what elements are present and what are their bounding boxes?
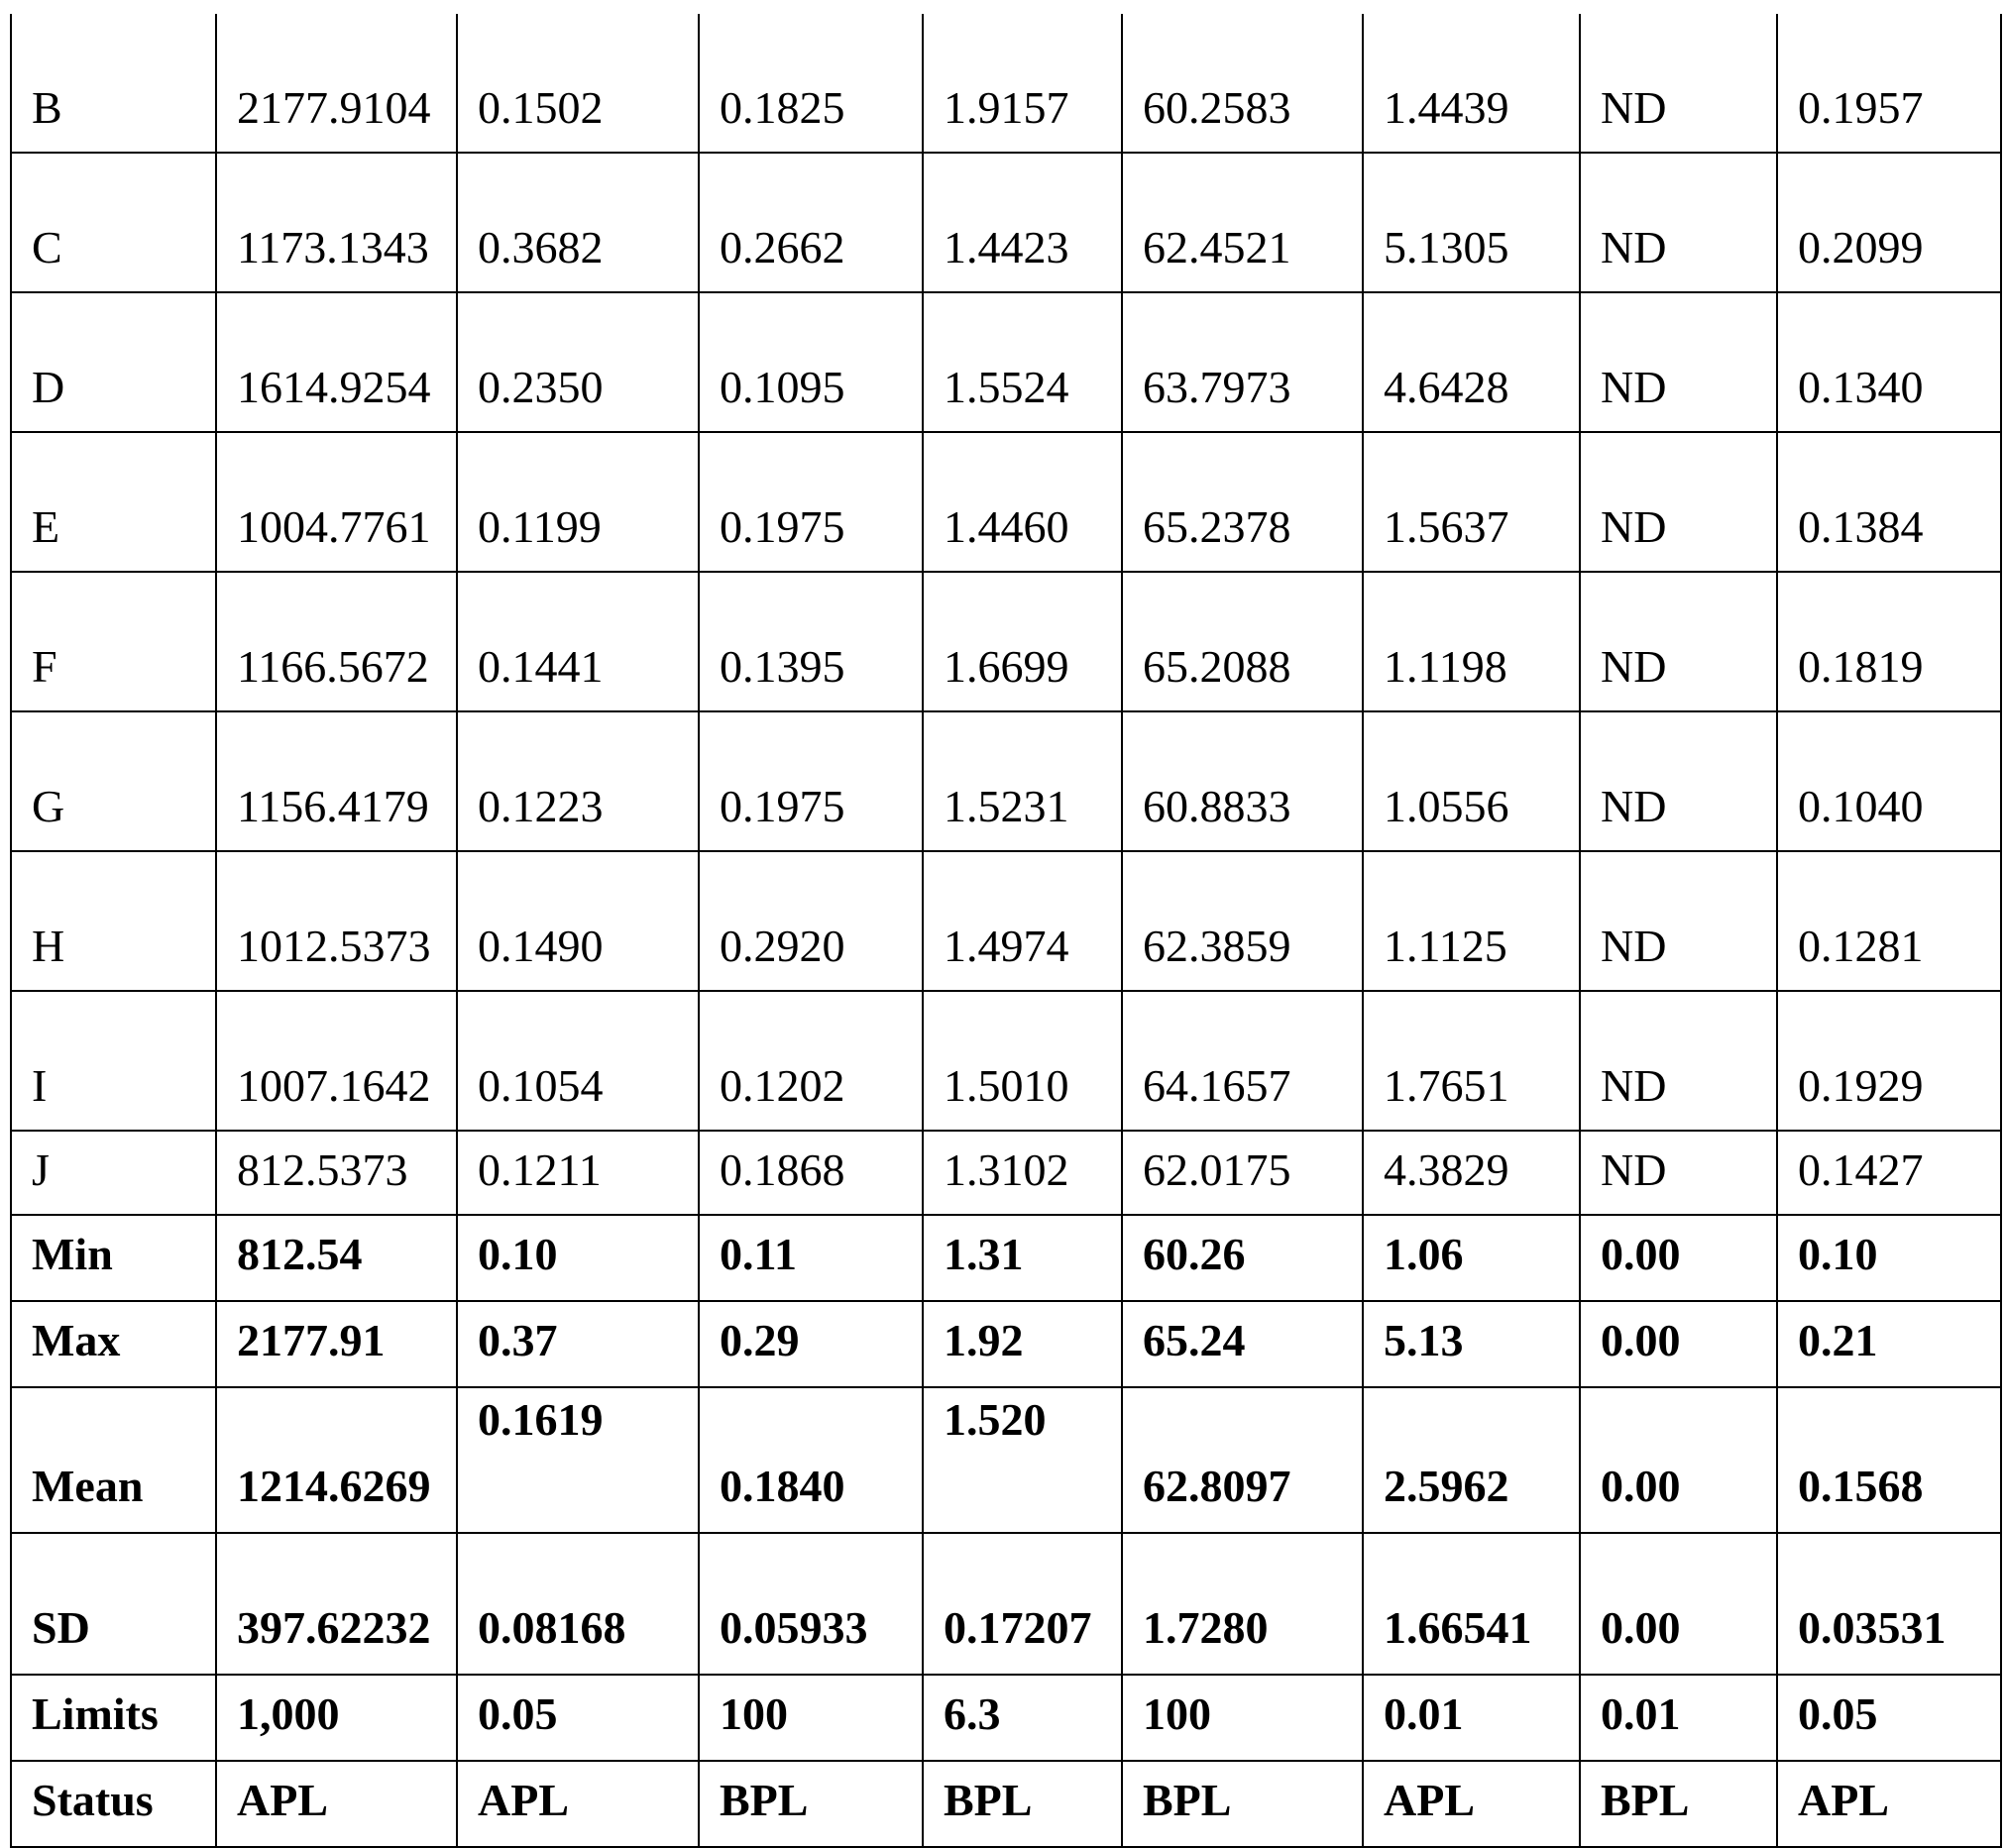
table-cell: 65.24 [1122, 1301, 1363, 1387]
table-cell: 1.31 [923, 1215, 1122, 1301]
table-cell: ND [1580, 292, 1777, 432]
table-cell: 62.4521 [1122, 153, 1363, 292]
table-cell: 0.21 [1777, 1301, 2001, 1387]
table-cell: 5.13 [1363, 1301, 1580, 1387]
table-cell: 0.2662 [699, 153, 923, 292]
table-cell: BPL [699, 1761, 923, 1847]
table-row [11, 1131, 2001, 1215]
table-cell: ND [1580, 851, 1777, 991]
table-cell: 1.4974 [923, 851, 1122, 991]
row-label-cell: Mean [11, 1387, 216, 1533]
table-cell: 65.2378 [1122, 432, 1363, 572]
table-cell: 0.1427 [1777, 1131, 2001, 1215]
table-row [11, 851, 2001, 991]
row-label-cell: H [11, 851, 216, 991]
table-cell: 60.26 [1122, 1215, 1363, 1301]
table-cell: 1166.5672 [216, 572, 457, 711]
table-cell: 0.01 [1363, 1675, 1580, 1761]
table-cell: 2177.91 [216, 1301, 457, 1387]
table-cell: ND [1580, 153, 1777, 292]
table-cell: 1.7280 [1122, 1533, 1363, 1675]
table-cell: 5.1305 [1363, 153, 1580, 292]
table-cell: 0.10 [1777, 1215, 2001, 1301]
table-cell: 0.1340 [1777, 292, 2001, 432]
table-cell: 1,000 [216, 1675, 457, 1761]
table-cell: APL [1777, 1761, 2001, 1847]
table-cell: 1214.6269 [216, 1387, 457, 1533]
table-cell: 0.1975 [699, 711, 923, 851]
table-cell: 0.00 [1580, 1301, 1777, 1387]
row-label-cell: C [11, 153, 216, 292]
table-cell: 0.1568 [1777, 1387, 2001, 1533]
results-table [10, 14, 2002, 1848]
table-row [11, 1761, 2001, 1847]
table-cell: 0.11 [699, 1215, 923, 1301]
table-cell: 0.1840 [699, 1387, 923, 1533]
table-cell: APL [1363, 1761, 1580, 1847]
row-label-cell: J [11, 1131, 216, 1215]
table-cell: 1012.5373 [216, 851, 457, 991]
table-cell: 1.1125 [1363, 851, 1580, 991]
table-cell: 1.9157 [923, 14, 1122, 153]
table-cell: 0.00 [1580, 1533, 1777, 1675]
table-cell: 62.3859 [1122, 851, 1363, 991]
row-label-cell: E [11, 432, 216, 572]
table-cell: 65.2088 [1122, 572, 1363, 711]
table-row [11, 991, 2001, 1131]
row-label-cell: Max [11, 1301, 216, 1387]
table-cell: ND [1580, 432, 1777, 572]
table-cell: 1.4423 [923, 153, 1122, 292]
table-cell: 1.4460 [923, 432, 1122, 572]
table-cell: 100 [699, 1675, 923, 1761]
table-cell: 0.1819 [1777, 572, 2001, 711]
row-label-cell: F [11, 572, 216, 711]
table-row [11, 711, 2001, 851]
table-cell: 1.0556 [1363, 711, 1580, 851]
table-cell: APL [457, 1761, 699, 1847]
table-cell: 0.1441 [457, 572, 699, 711]
table-body [11, 14, 2001, 1847]
table-cell: 0.1223 [457, 711, 699, 851]
table-cell: 1.1198 [1363, 572, 1580, 711]
row-label-cell: SD [11, 1533, 216, 1675]
table-cell: ND [1580, 991, 1777, 1131]
table-cell: 1.7651 [1363, 991, 1580, 1131]
table-row [11, 1675, 2001, 1761]
table-cell: 1156.4179 [216, 711, 457, 851]
table-cell: 1.06 [1363, 1215, 1580, 1301]
table-cell: ND [1580, 14, 1777, 153]
table-cell: 0.3682 [457, 153, 699, 292]
table-cell: 4.6428 [1363, 292, 1580, 432]
table-cell: 397.62232 [216, 1533, 457, 1675]
table-cell: 0.1490 [457, 851, 699, 991]
table-cell: 0.1202 [699, 991, 923, 1131]
table-row [11, 432, 2001, 572]
table-row [11, 1533, 2001, 1675]
table-cell: 0.08168 [457, 1533, 699, 1675]
table-cell: ND [1580, 1131, 1777, 1215]
table-row [11, 153, 2001, 292]
row-label-cell: I [11, 991, 216, 1131]
table-cell: 100 [1122, 1675, 1363, 1761]
table-cell: 1.5524 [923, 292, 1122, 432]
table-cell: 0.1868 [699, 1131, 923, 1215]
table-cell: 1004.7761 [216, 432, 457, 572]
table-cell: BPL [1580, 1761, 1777, 1847]
table-cell: 0.2920 [699, 851, 923, 991]
table-row [11, 572, 2001, 711]
table-row [11, 1387, 2001, 1533]
table-cell: 60.8833 [1122, 711, 1363, 851]
table-cell: 0.37 [457, 1301, 699, 1387]
table-cell: 0.2099 [1777, 153, 2001, 292]
table-cell: 812.5373 [216, 1131, 457, 1215]
table-cell: 2177.9104 [216, 14, 457, 153]
table-cell: 64.1657 [1122, 991, 1363, 1131]
row-label-cell: Min [11, 1215, 216, 1301]
table-row [11, 14, 2001, 153]
table-cell: 1.4439 [1363, 14, 1580, 153]
table-cell: 6.3 [923, 1675, 1122, 1761]
table-cell: 0.29 [699, 1301, 923, 1387]
table-cell: 0.1040 [1777, 711, 2001, 851]
table-cell: 1173.1343 [216, 153, 457, 292]
table-cell: 0.1825 [699, 14, 923, 153]
table-cell: BPL [923, 1761, 1122, 1847]
table-cell: 4.3829 [1363, 1131, 1580, 1215]
table-row [11, 1215, 2001, 1301]
table-cell: 0.1095 [699, 292, 923, 432]
table-cell: 62.0175 [1122, 1131, 1363, 1215]
table-cell: 0.2350 [457, 292, 699, 432]
table-cell: 1.66541 [1363, 1533, 1580, 1675]
table-cell: 0.1957 [1777, 14, 2001, 153]
table-cell: 0.00 [1580, 1387, 1777, 1533]
table-cell: 0.1395 [699, 572, 923, 711]
table-cell: 1.92 [923, 1301, 1122, 1387]
table-cell: 0.1619 [457, 1387, 699, 1533]
table-row [11, 1301, 2001, 1387]
table-cell: 0.05 [457, 1675, 699, 1761]
table-cell: 0.03531 [1777, 1533, 2001, 1675]
table-cell: 0.1211 [457, 1131, 699, 1215]
table-cell: 1007.1642 [216, 991, 457, 1131]
table-cell: 0.1054 [457, 991, 699, 1131]
table-cell: 1614.9254 [216, 292, 457, 432]
table-cell: 1.3102 [923, 1131, 1122, 1215]
row-label-cell: B [11, 14, 216, 153]
table-cell: 63.7973 [1122, 292, 1363, 432]
row-label-cell: G [11, 711, 216, 851]
table-cell: 1.6699 [923, 572, 1122, 711]
row-label-cell: D [11, 292, 216, 432]
table-cell: 0.1199 [457, 432, 699, 572]
table-cell: 0.1502 [457, 14, 699, 153]
table-cell: 0.01 [1580, 1675, 1777, 1761]
table-cell: 1.5231 [923, 711, 1122, 851]
table-cell: 60.2583 [1122, 14, 1363, 153]
table-cell: ND [1580, 572, 1777, 711]
table-cell: 0.00 [1580, 1215, 1777, 1301]
table-cell: 0.05 [1777, 1675, 2001, 1761]
table-cell: 0.1975 [699, 432, 923, 572]
table-cell: BPL [1122, 1761, 1363, 1847]
table-cell: 1.5637 [1363, 432, 1580, 572]
table-cell: 0.10 [457, 1215, 699, 1301]
table-cell: 812.54 [216, 1215, 457, 1301]
table-cell: 0.1384 [1777, 432, 2001, 572]
table-cell: ND [1580, 711, 1777, 851]
table-cell: 0.17207 [923, 1533, 1122, 1675]
row-label-cell: Limits [11, 1675, 216, 1761]
row-label-cell: Status [11, 1761, 216, 1847]
table-cell: APL [216, 1761, 457, 1847]
table-cell: 0.1281 [1777, 851, 2001, 991]
table-cell: 0.1929 [1777, 991, 2001, 1131]
table-cell: 1.5010 [923, 991, 1122, 1131]
table-cell: 62.8097 [1122, 1387, 1363, 1533]
table-cell: 1.520 [923, 1387, 1122, 1533]
table-cell: 2.5962 [1363, 1387, 1580, 1533]
table-row [11, 292, 2001, 432]
table-cell: 0.05933 [699, 1533, 923, 1675]
